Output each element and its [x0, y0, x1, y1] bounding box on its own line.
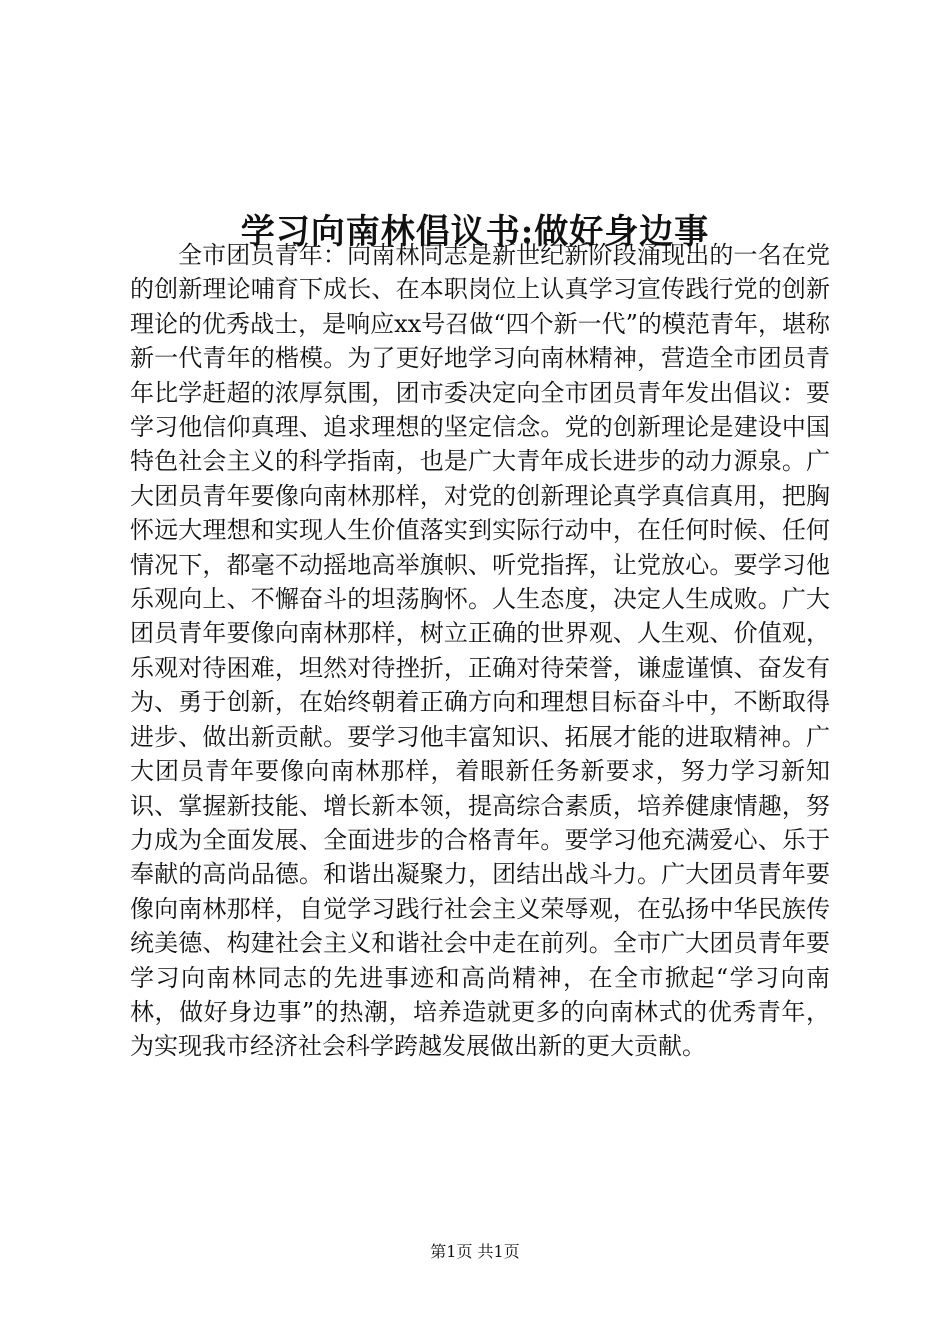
- document-body: 全市团员青年：向南林同志是新世纪新阶段涌现出的一名在党的创新理论哺育下成长、在本职岗位上认真学习宣传践行党的创新理论的优秀战士，是响应xx号召做“四个新一代”的模范青年，堪称新一代青年的楷模。为了更好地学习向南林精神，营造全市团员青年比学赶超的浓厚氛围，团市委决定向全市团员青年发出倡议：要学习他信仰真理、追求理想的坚定信念。党的创新理论是建设中国特色社会主义的科学指南，也是广大青年成长进步的动力源泉。广大团员青年要像向南林那样，对党的创新理论真学真信真用，把胸怀远大理想和实现人生价值落实到实际行动中，在任何时候、任何情况下，都毫不动摇地高举旗帜、听党指挥，让党放心。要学习他乐观向上、不懈奋斗的坦荡胸怀。人生态度，决定人生成败。广大团员青年要像向南林那样，树立正确的世界观、人生观、价值观，乐观对待困难，坦然对待挫折，正确对待荣誉，谦虚谨慎、奋发有为、勇于创新，在始终朝着正确方向和理想目标奋斗中，不断取得进步、做出新贡献。要学习他丰富知识、拓展才能的进取精神。广大团员青年要像向南林那样，着眼新任务新要求，努力学习新知识、掌握新技能、增长新本领，提高综合素质，培养健康情趣，努力成为全面发展、全面进步的合格青年。要学习他充满爱心、乐于奉献的高尚品德。和谐出凝聚力，团结出战斗力。广大团员青年要像向南林那样，自觉学习践行社会主义荣辱观，在弘扬中华民族传统美德、构建社会主义和谐社会中走在前列。全市广大团员青年要学习向南林同志的先进事迹和高尚精神，在全市掀起“学习向南林，做好身边事”的热潮，培养造就更多的向南林式的优秀青年，为实现我市经济社会科学跨越发展做出新的更大贡献。: [130, 241, 830, 1061]
- document-title: 学习向南林倡议书:做好身边事: [240, 211, 710, 252]
- page-footer: 第1页 共1页: [430, 1242, 520, 1261]
